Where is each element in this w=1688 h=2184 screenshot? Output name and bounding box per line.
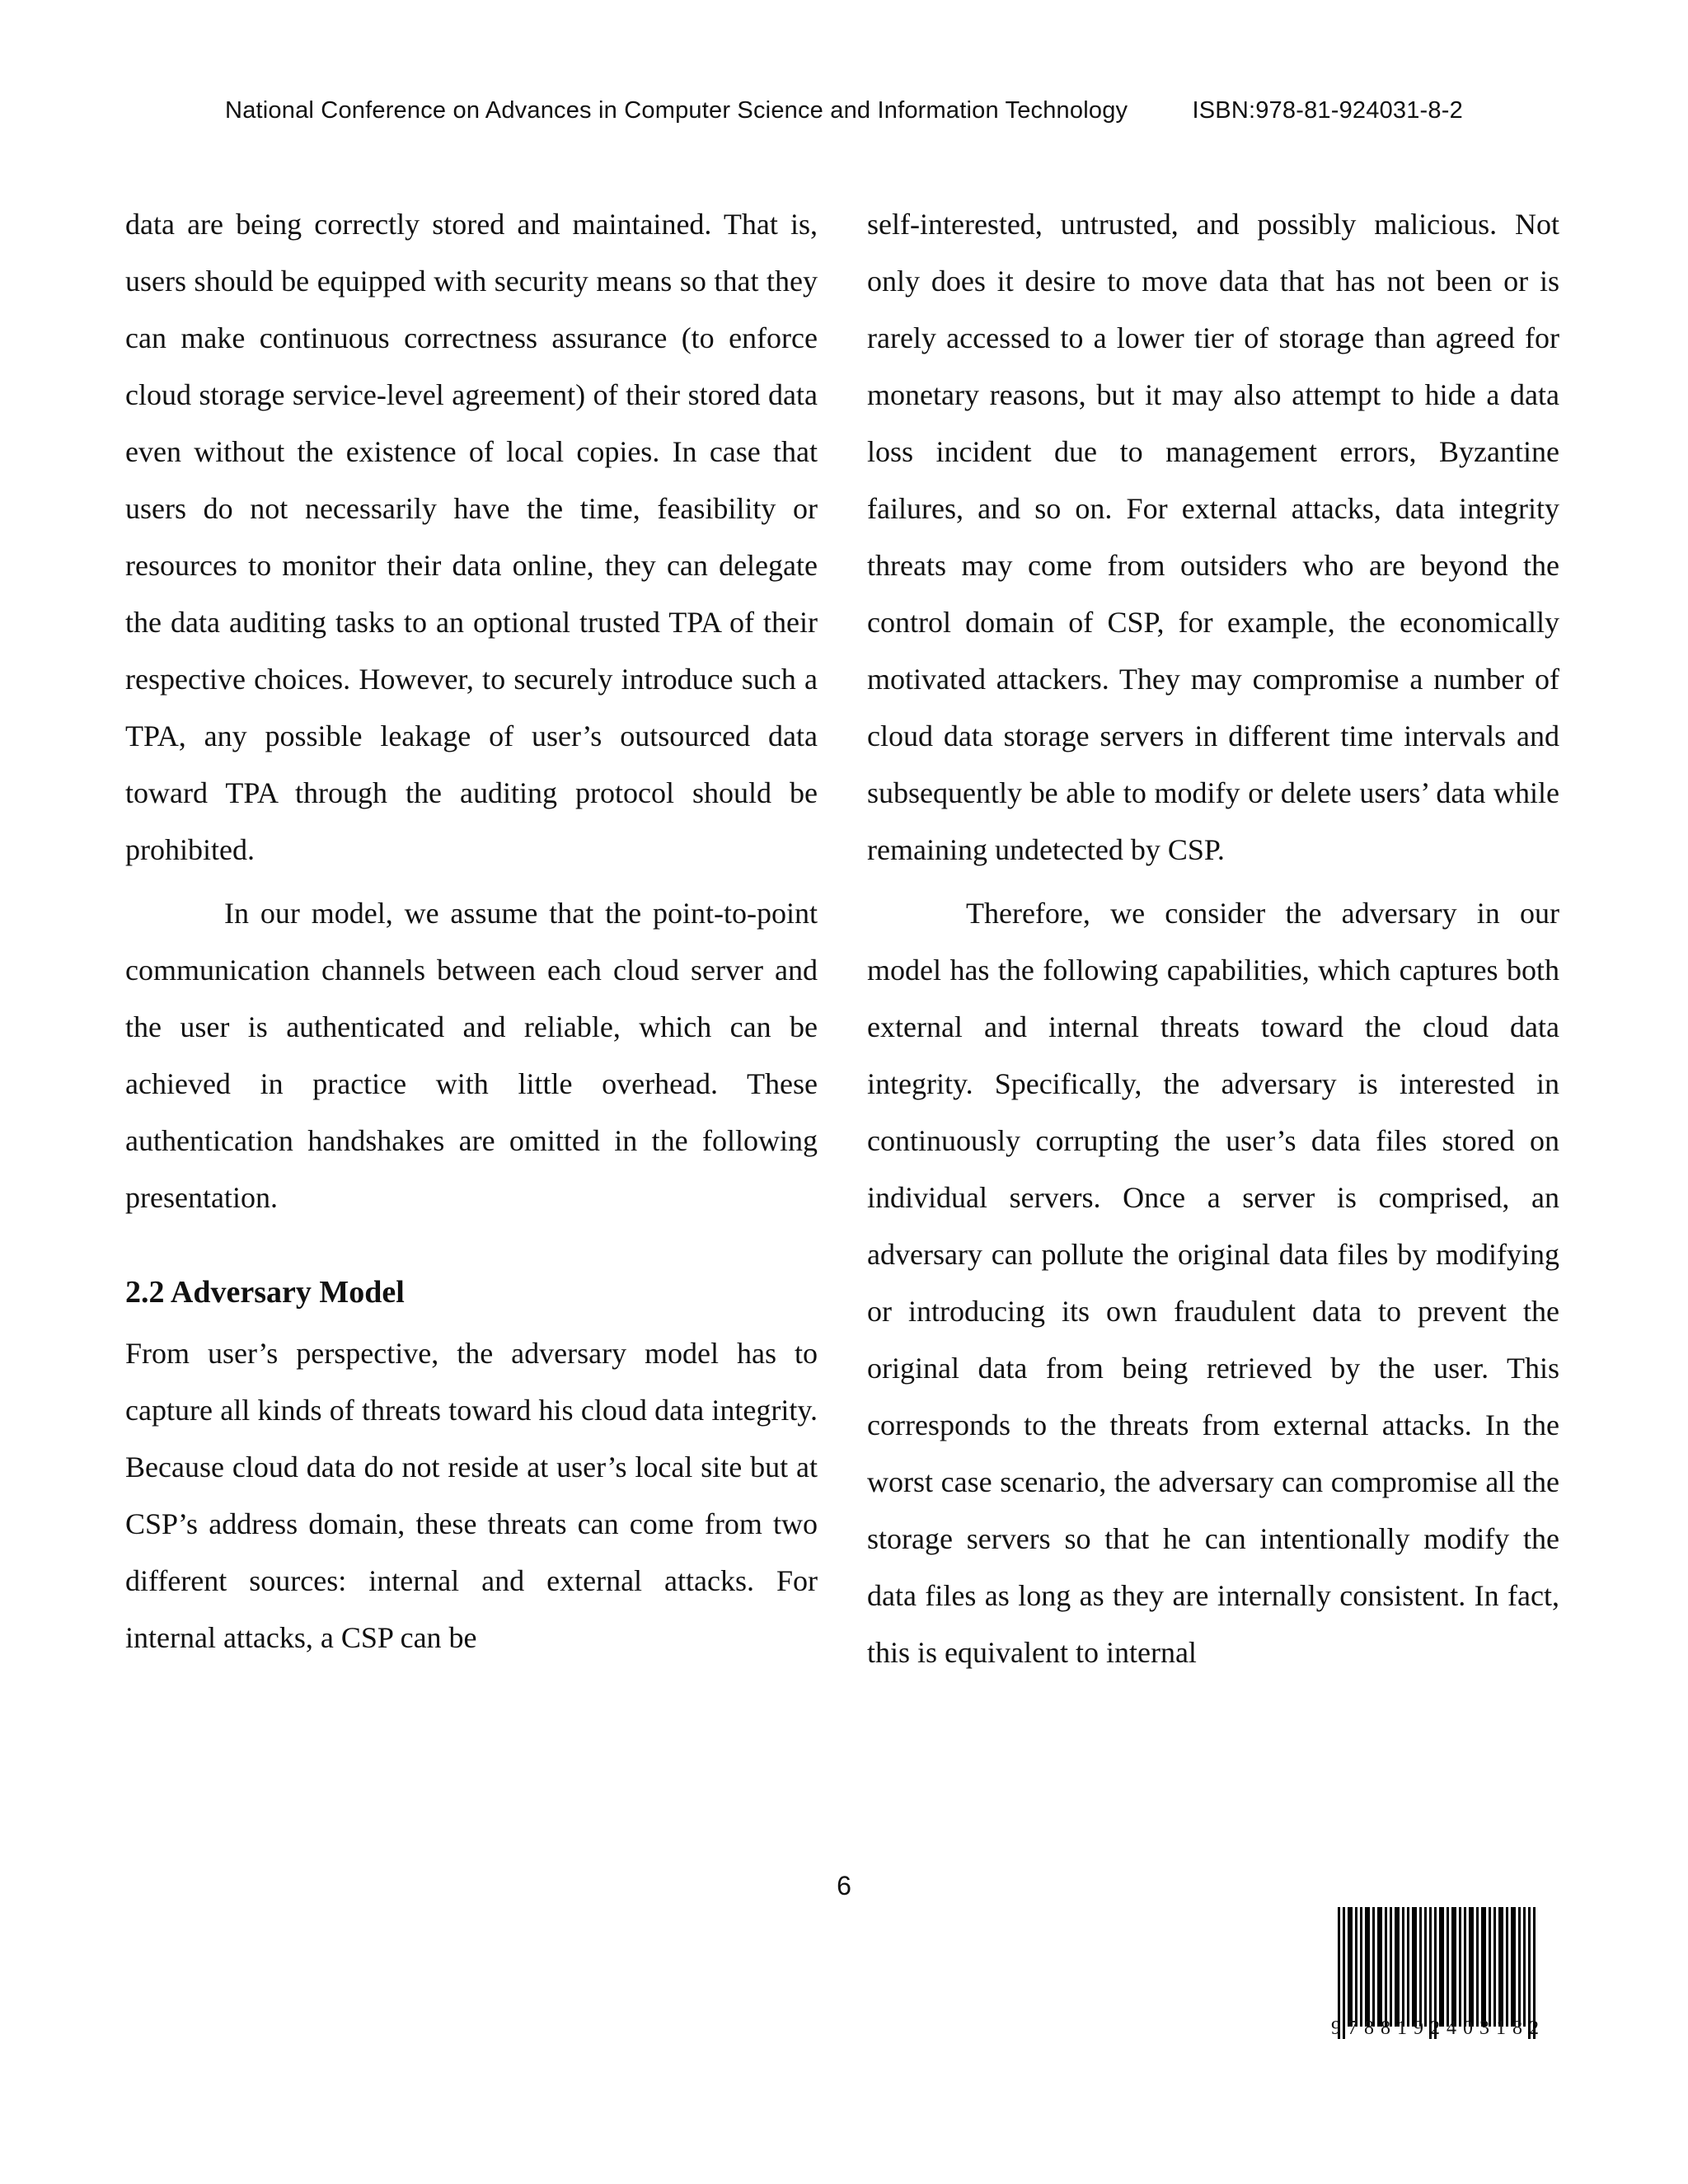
left-paragraph-2: In our model, we assume that the point-to-point communication channels between each cloud server and the user is authenticated and reliable, which can be achieved in practice with little overhead. These authentication handshakes are omitted in the following presentation. [125, 897, 818, 1214]
barcode-digits: 9788192403182 [1331, 2018, 1545, 2039]
right-paragraph-1: self-interested, untrusted, and possibly malicious. Not only does it desire to move data that has not been or is rarely accessed to a lower tier of storage than agreed for monetary reasons, but it may also attempt to hide a data loss incident due to management errors, Byzantine failures, and so on. For external attacks, data integrity threats may come from outsiders who are beyond the control domain of CSP, for example, the economically motivated attackers. They may compromise a number of cloud data storage servers in different time intervals and subsequently be able to modify or delete users’ data while remaining undetected by CSP. [867, 208, 1559, 866]
right-paragraph-2: Therefore, we consider the adversary in our model has the following capabilities, which captures both external and internal threats toward the cloud data integrity. Specifically, the adversary is interested in continuously corrupting the user’s data files stored on individual servers. Once a server is comprised, an adversary can pollute the original data files by modifying or introducing its own fraudulent data to prevent the original data from being retrieved by the user. This corresponds to the threats from external attacks. In the worst case scenario, the adversary can compromise all the storage servers so that he can intentionally modify the data files as long as they are internally consistent. In fact, this is equivalent to internal [867, 897, 1559, 1669]
left-paragraph-1: data are being correctly stored and maintained. That is, users should be equipped with security means so that they can make continuous correctness assurance (to enforce cloud storage service-level agreement) of their stored data even without the existence of local copies. In case that users do not necessarily have the time, feasibility or resources to monitor their data online, they can delegate the data auditing tasks to an optional trusted TPA of their respective choices. However, to securely introduce such a TPA, any possible leakage of user’s outsourced data toward TPA through the auditing protocol should be prohibited. [125, 208, 818, 866]
running-header [0, 97, 1688, 124]
left-column [125, 196, 818, 1666]
page-number: 6 [837, 1871, 851, 1900]
conference-title: National Conference on Advances in Computer Science and Information Technology [225, 97, 1128, 124]
section-heading: 2.2 Adversary Model [125, 1275, 405, 1310]
left-paragraph-3: From user’s perspective, the adversary model has to capture all kinds of threats toward his cloud data integrity. Because cloud data do not reside at user’s local site but at CSP’s address domain, these threats can come from two different sources: internal and external attacks. For internal attacks, a CSP can be [125, 1337, 818, 1654]
right-column [867, 196, 1559, 1681]
isbn-label: ISBN:978-81-924031-8-2 [1192, 97, 1463, 124]
